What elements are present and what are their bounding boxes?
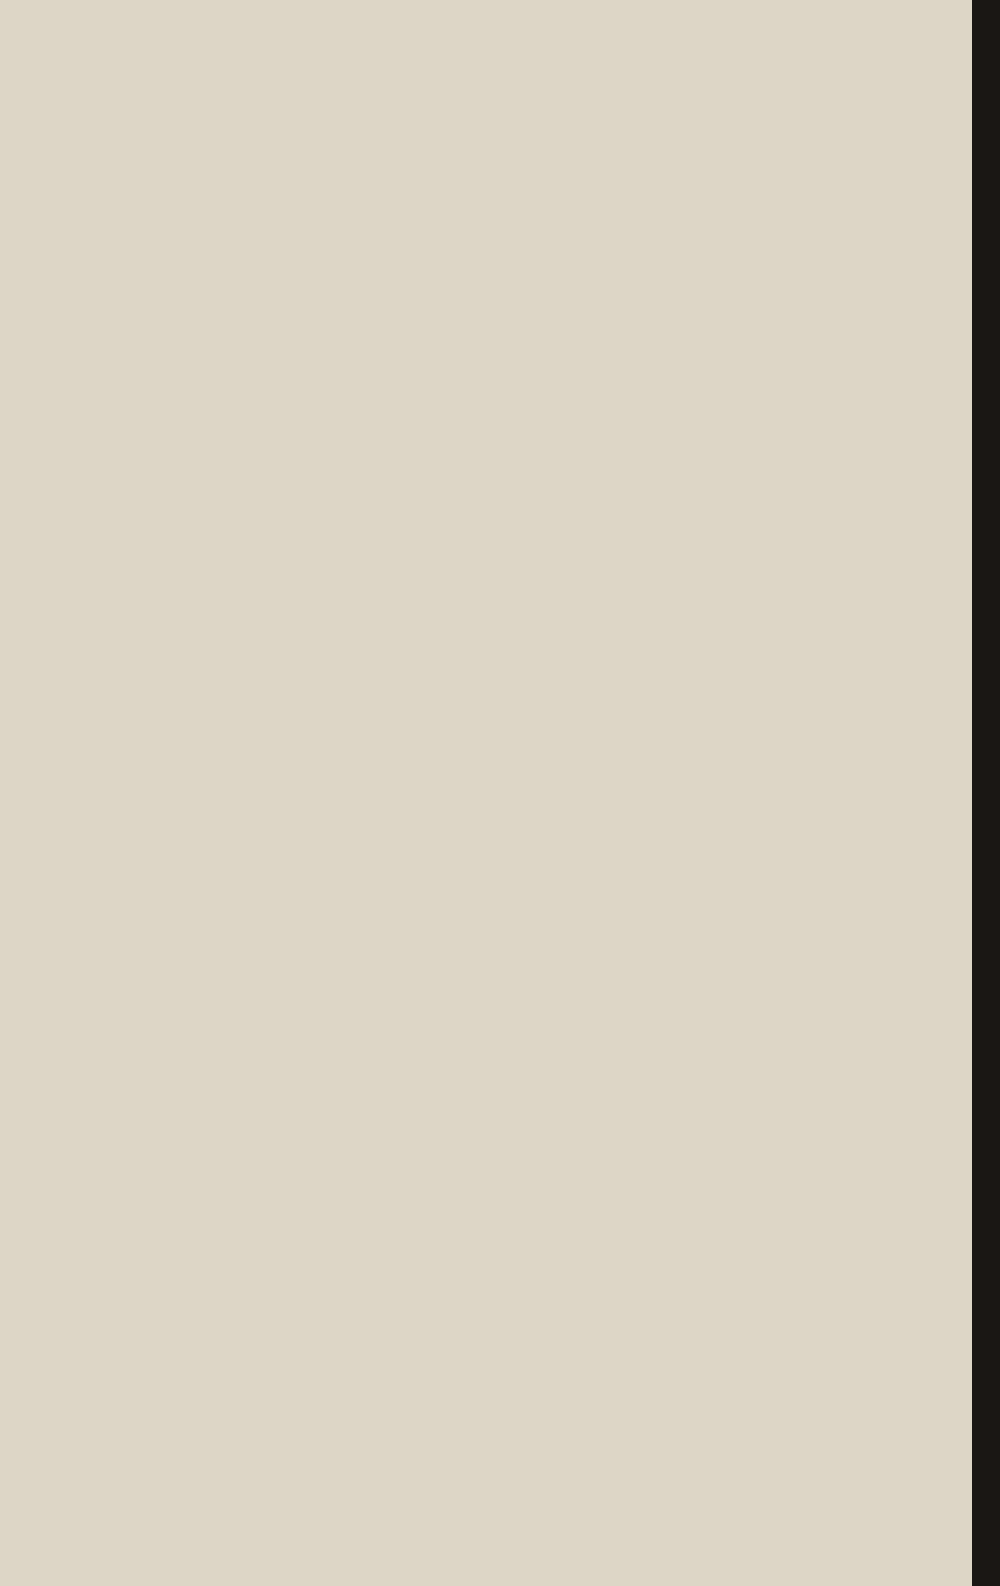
drop-cap-initial xyxy=(47,454,97,530)
